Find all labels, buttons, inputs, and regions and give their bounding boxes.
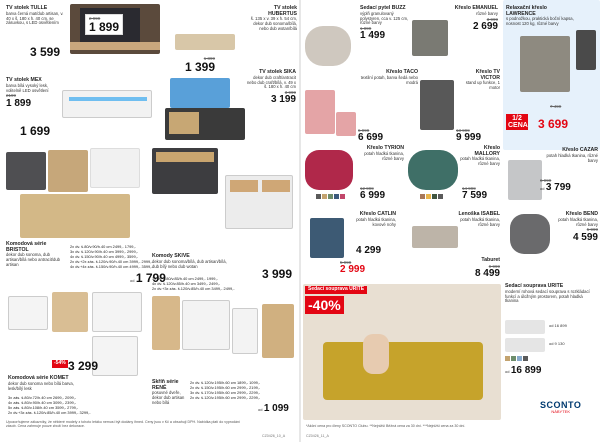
victor-image	[420, 80, 454, 130]
product-urite[interactable]	[505, 284, 597, 304]
color-swatch[interactable]	[334, 194, 339, 199]
product-desc: moderní rohová sedací souprava s rozkládací funkcí a úložným prostorem, potah hladká tkanina	[505, 288, 590, 304]
person-figure	[363, 334, 389, 374]
product-rene[interactable]	[152, 380, 188, 406]
komet-image-2	[52, 292, 88, 332]
product-title: TV stolek TULLE	[6, 5, 48, 11]
product-title: Křeslo TV VICTOR	[475, 69, 500, 81]
price: 3 799	[545, 182, 571, 194]
product-desc: dekor dub craft/antracit nebo dub craft/bílá, v. 49 x š. 180 x h. 40 cm	[246, 74, 296, 90]
led-strip	[69, 97, 147, 101]
hubertus-price	[185, 56, 215, 73]
skive-image-1	[152, 148, 218, 194]
logo-text: SCONTO	[540, 400, 582, 410]
product-title: Křeslo MALLORY	[474, 145, 500, 157]
variant-line: 2x dv.+3x zás. š.120/v.85/h.40 cm 3499,- 2499,-	[152, 286, 235, 292]
color-swatch[interactable]	[505, 356, 510, 361]
price-from-label: od	[540, 186, 545, 192]
product-buzz[interactable]	[360, 6, 410, 41]
skive-image-2	[225, 175, 293, 229]
page-code: CZ0426_10_A	[262, 434, 286, 438]
product-desc: š. 135 x v. 39 x h. 54 cm, dekor dub sonoma/bílá, nebo dub wotan/bílá	[250, 16, 297, 32]
variant-line: 3x zás. š.80/v.72/h.40 cm 2699,- 2099,-	[8, 395, 77, 400]
right-footer-note: *Akční cena pro členy SCONTO Clubu. **Nejnižší Běžná cena za 30 dní. ***Nejnižší cena za 30 dní.	[306, 424, 466, 428]
urite-option-1-price: od 16 899	[549, 323, 567, 328]
variant-line: 5x zás. š.80/v.108/h.40 cm 3599,- 2799,-	[8, 405, 79, 411]
komet-price: 3 299	[68, 359, 99, 373]
product-desc: posuvné dveře, dekor dub artisan nebo bílá	[152, 390, 185, 406]
old-price: 2199	[6, 93, 17, 99]
half-price-badge: 1/2 CENA	[508, 115, 528, 129]
price: 2 699	[472, 20, 498, 32]
product-desc: potah hladká tkanina, různé barvy	[546, 152, 598, 163]
bristol-image-4	[20, 194, 130, 238]
product-title: TV stolek SIKA	[259, 69, 296, 75]
old-price: 9 999	[488, 263, 500, 269]
rene-price	[258, 404, 289, 414]
urite-option-1[interactable]	[505, 320, 545, 334]
bristol-image-3	[90, 148, 140, 188]
variant-line: 2x dv. š.120/v.195/h.60 cm 2999,- 2299,-	[190, 395, 261, 401]
variant-line: 2x dv.+3x zás. š.120/v.85/h.40 cm 3999,- 3299,-	[8, 410, 91, 416]
sika-image	[165, 108, 245, 140]
old-price: 3 999	[486, 16, 498, 22]
bristol-variants	[70, 244, 153, 269]
product-victor[interactable]	[456, 70, 500, 91]
product-taco[interactable]	[358, 70, 418, 85]
price: 1 899	[6, 97, 32, 109]
lawrence-detail-image	[576, 30, 596, 70]
bristol-image-2	[48, 150, 88, 192]
product-desc: stand up funkce, 1 motor	[465, 80, 500, 91]
tulle-price-tag	[85, 14, 123, 35]
product-title: TV stolek MEX	[6, 77, 42, 83]
price: 1 899	[89, 20, 120, 35]
old-price: 5 999	[586, 227, 598, 233]
product-title: Sedací pytel BUZZ	[360, 5, 406, 11]
price: 6 699	[358, 132, 384, 144]
old-price: 2 999	[89, 16, 101, 21]
price: 4 599	[572, 231, 598, 243]
product-tabouret[interactable]	[460, 258, 500, 279]
price: 7 599	[462, 190, 488, 202]
variant-line: 4x zás. š.80/v.90/h.40 cm 3099,- 2399,-	[8, 400, 77, 406]
sika-panel	[169, 112, 199, 134]
rene-image-1	[152, 296, 180, 350]
product-desc: barva černá mat/dub artisan, v. 40 x š. 180 x h. 40 cm, se zásuvkou, s LED osvětlením	[6, 10, 64, 26]
urite-banner: Sedací souprava URITE	[305, 286, 367, 294]
mex-price2: 1 699	[20, 124, 51, 138]
skive-drawer	[262, 180, 290, 192]
product-title: TV stolek HUBERTUS	[268, 5, 297, 17]
product-desc: dekor dub sonoma, dub artisan/bílá nebo antracit/dub artisan	[6, 252, 61, 268]
price-from-label: od	[505, 369, 510, 374]
product-komet[interactable]	[8, 376, 88, 391]
product-desc: potah hladká tkanina, různé barvy	[558, 216, 598, 227]
product-bristol[interactable]	[6, 242, 66, 268]
urite-option-2[interactable]	[505, 338, 545, 352]
tulle-price2: 3 599	[30, 45, 61, 59]
color-swatch[interactable]	[328, 194, 333, 199]
old-price: 13 999	[456, 128, 470, 133]
product-title: Taburet	[481, 257, 500, 263]
product-title: Komodová série BRISTOL	[6, 241, 47, 253]
product-title: Skříň série RENÉ	[152, 379, 179, 391]
isabel-price	[340, 260, 365, 275]
old-price: 1 899	[360, 26, 372, 32]
tyrion-image	[305, 150, 353, 190]
color-swatch[interactable]	[432, 194, 437, 199]
lawrence-old-price: 7 499	[550, 104, 562, 109]
color-swatch[interactable]	[523, 356, 528, 361]
product-desc: výplň granulovaný polystyren, cca v. 125 cm, různé barvy	[360, 10, 409, 26]
product-title: Křeslo EMANUEL	[454, 5, 498, 11]
price: 1 499	[360, 30, 386, 42]
color-swatch[interactable]	[322, 194, 327, 199]
variant-line: 3x dv. š.80/v.85/h.40 cm 2499,- 1999,-	[152, 276, 218, 281]
hubertus-image	[175, 34, 235, 50]
product-desc: různé barvy	[476, 10, 498, 16]
color-swatch[interactable]	[438, 194, 443, 199]
catlin-image	[310, 218, 344, 258]
product-desc: potah hladká tkanina, různé barvy	[364, 150, 404, 161]
old-price: 5 999	[340, 260, 352, 265]
mallory-image	[408, 150, 458, 190]
product-lawrence[interactable]	[506, 6, 576, 27]
page-code: CZ0426_11_A	[306, 434, 329, 438]
color-swatch[interactable]	[340, 194, 345, 199]
price-from-label: od	[258, 407, 263, 412]
product-mex[interactable]	[6, 78, 61, 109]
komet-image-1	[8, 296, 48, 330]
old-price: 6 999	[540, 178, 552, 183]
variant-line: 2x dv. š.120/v.195/h.60 cm 1899,- 1099,-	[190, 380, 261, 385]
product-title: Křeslo CAZAR	[562, 147, 598, 153]
price: 1 099	[263, 403, 289, 414]
product-desc: potah hladká tkanina, kovové nohy	[356, 216, 396, 227]
product-sika[interactable]	[246, 70, 296, 105]
product-desc: potah hladká tkanina, různé barvy	[460, 216, 500, 227]
product-hubertus[interactable]	[245, 6, 297, 32]
product-title: Sedací souprava URITE	[505, 283, 564, 289]
urite-discount-badge: -40%	[305, 296, 344, 314]
color-swatch[interactable]	[517, 356, 522, 361]
old-price: 12 999	[360, 186, 374, 191]
old-price: 14 999	[462, 186, 476, 191]
price: 3 199	[270, 94, 296, 106]
komet-image-4	[92, 336, 138, 376]
left-footer-note: Upozorňujeme zákazníky, že některé modely z tohoto letáku nemusí být dodány ihned. Ceny jsou v Kč a obsahují DPH. Nabídka platí do vyprodání zásob. Cena zahrnuje pouze zboží bez dekorace.	[6, 420, 241, 429]
cazar-price	[540, 178, 571, 193]
price: 2 999	[340, 264, 366, 276]
price: 1 399	[185, 60, 216, 75]
product-tulle[interactable]	[6, 6, 66, 26]
price: 3 999	[262, 267, 293, 281]
color-swatch[interactable]	[420, 194, 425, 199]
variant-line: 2x dv. š.80/v.90/h.40 cm 2499,- 1799,-	[70, 244, 136, 249]
skive-price	[262, 268, 292, 281]
taco-stool-image	[336, 112, 356, 136]
rene-image-3	[232, 308, 258, 354]
product-emanuel[interactable]	[450, 6, 498, 32]
product-isabel[interactable]	[458, 212, 500, 227]
sofa-shape	[323, 342, 483, 400]
product-desc: potah hladká tkanina, různé barvy	[460, 156, 500, 167]
variant-line: 3x dv. š.120/v.90/h.40 cm 3999,- 2999,-	[70, 249, 138, 255]
urite-price	[505, 366, 541, 376]
catlin-price: 4 299	[356, 245, 382, 256]
emanuel-image	[412, 20, 448, 56]
product-bend[interactable]	[552, 212, 598, 243]
old-price: 6 999	[358, 128, 370, 133]
rene-variants	[190, 380, 260, 400]
variant-line: 4x dv.+4x zás. š.150/v.90/h.40 cm 4999,- 3599,-	[70, 264, 153, 270]
product-skive[interactable]	[152, 254, 232, 269]
victor-price	[456, 128, 481, 143]
mallory-swatches	[420, 194, 444, 202]
color-swatch[interactable]	[426, 194, 431, 199]
tv-stand	[70, 42, 160, 50]
product-desc: dekor dub sonoma nebo bílá barva, lesk/bílý lesk	[8, 380, 74, 391]
page-gutter	[299, 0, 301, 442]
product-mallory[interactable]	[458, 146, 500, 167]
variant-line: 4x dv. š.150/v.90/h.40 cm 4999,- 3599,-	[70, 254, 138, 260]
product-tyrion[interactable]	[356, 146, 404, 161]
rene-image-2	[182, 300, 230, 350]
skive-drawer	[230, 180, 258, 192]
sconto-logo[interactable]	[540, 400, 581, 415]
komet-image-3	[92, 292, 142, 332]
product-title: Komody SKIVE	[152, 253, 190, 259]
price: 6 999	[360, 190, 386, 202]
bristol-image-1	[6, 152, 46, 190]
variant-line: 3x dv. š.170/v.195/h.60 cm 2999,- 2299,-	[190, 390, 261, 396]
mex-image	[62, 90, 152, 118]
taco-image	[305, 90, 335, 134]
product-title: Křeslo TYRION	[366, 145, 404, 151]
color-swatch[interactable]	[511, 356, 516, 361]
product-title: Relaxační křeslo LAWRENCE	[506, 5, 547, 17]
tyrion-price	[360, 186, 385, 201]
urite-option-2-price: od 9 130	[549, 341, 565, 346]
price: 16 899	[510, 365, 542, 376]
rene-image-4	[262, 304, 294, 358]
skive-drawer	[156, 152, 214, 162]
sika-tv-image	[170, 78, 230, 108]
product-desc: dekor dub sonoma/bílá, dub artisan/bílá, dub bílý nebo dub wotan	[152, 258, 227, 269]
logo-sub: NÁBYTEK	[551, 409, 570, 415]
variant-line: 2x dv. š.150/v.195/h.60 cm 2999,- 2199,-	[190, 385, 261, 391]
product-cazar[interactable]	[540, 148, 598, 163]
mallory-price	[462, 186, 487, 201]
bend-image	[510, 214, 550, 254]
lawrence-price: 3 699	[538, 117, 569, 131]
variant-line: 2x dv.+2x zás. š.120/v.90/h.40 cm 3999,- 2999,-	[70, 259, 153, 265]
product-title: Komodová série KOMET	[8, 375, 69, 381]
skive-variants	[152, 276, 235, 291]
product-desc: barva bílá vysoký lesk, volitelně LED osvětlení	[6, 82, 49, 93]
product-catlin[interactable]	[348, 212, 396, 227]
price: 1 799	[135, 271, 166, 285]
lawrence-image	[520, 36, 570, 92]
product-title: Křeslo BEND	[565, 211, 598, 217]
price: 8 499	[474, 267, 500, 279]
isabel-image	[412, 226, 458, 248]
product-title: Lenoška ISABEL	[458, 211, 500, 217]
product-desc: s podnožkou, praktická boční kapsa, nosnost 120 kg, různé barvy	[506, 16, 574, 27]
price: 9 999	[456, 132, 482, 144]
price-from-label: od	[130, 278, 135, 283]
old-price: 1 899	[203, 56, 216, 61]
variant-line: 4x dv. š.120/v.85/h.40 cm 3499,- 2499,-	[152, 281, 220, 287]
old-price: 3 999	[284, 90, 296, 96]
tyrion-swatches	[316, 194, 346, 202]
product-title: Křeslo TACO	[386, 69, 418, 75]
color-swatch[interactable]	[316, 194, 321, 199]
urite-swatches	[505, 356, 529, 364]
komet-variants	[8, 395, 91, 415]
buzz-image	[305, 26, 351, 66]
taco-price	[358, 128, 383, 143]
product-title: Křeslo CATLIN	[359, 211, 396, 217]
product-desc: textilní potah, barva šedá nebo modrá	[360, 74, 418, 85]
discount-badge: -54%	[54, 360, 66, 366]
